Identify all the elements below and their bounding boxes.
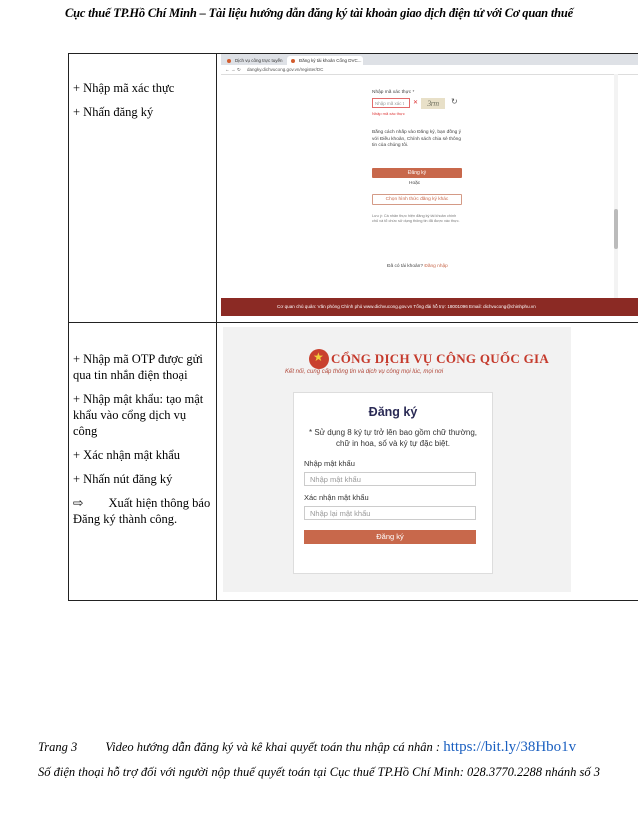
- scrollbar-thumb[interactable]: [614, 209, 618, 249]
- table-column-divider: [216, 53, 217, 601]
- portal-brand: CỔNG DỊCH VỤ CÔNG QUỐC GIA: [331, 351, 550, 366]
- confirm-password-label: Xác nhận mật khẩu: [304, 493, 369, 502]
- step-press-register: + Nhấn đăng ký: [73, 105, 154, 119]
- captcha-image: 3rm: [421, 98, 445, 109]
- card-title: Đăng ký: [368, 405, 418, 419]
- document-header: Cục thuế TP.Hồ Chí Minh – Tài liệu hướng dẫn đăng ký tài khoản giao dịch điện tử với Cơ quan thuế: [65, 6, 573, 20]
- portal-tagline: Kết nối, cung cấp thông tin và dịch vụ công mọi lúc, mọi nơi: [285, 369, 444, 375]
- national-emblem-icon: [309, 349, 329, 369]
- support-phone-text: Số điện thoại hỗ trợ đối với người nộp thuế quyết toán tại Cục thuế TP.Hồ Chí Minh: 028.3770.2288 nhánh số 3: [38, 765, 600, 779]
- row1-steps: [73, 80, 211, 128]
- step-enter-otp: + Nhập mã OTP được gửi qua tin nhắn điện thoại: [73, 352, 203, 382]
- captcha-error: Nhập mã xác thực: [372, 111, 405, 116]
- login-link[interactable]: Đăng nhập: [424, 264, 448, 269]
- scrollbar[interactable]: [614, 74, 618, 298]
- password-input[interactable]: Nhập mật khẩu: [304, 472, 476, 486]
- video-guide-link[interactable]: https://bit.ly/38Hbo1v: [443, 739, 577, 755]
- or-text: Hoặc: [409, 181, 421, 186]
- register-form: [369, 74, 469, 292]
- step-enter-password: + Nhập mật khẩu: tạo mật khẩu vào cổng dịch vụ công: [73, 392, 204, 438]
- alt-register-button[interactable]: Chọn hình thức đăng ký khác: [372, 194, 462, 205]
- password-rule-note: * Sử dụng 8 ký tự trở lên bao gồm chữ thường, chữ in hoa, số và ký tự đặc biệt.: [309, 428, 477, 448]
- site-footer: Cơ quan chủ quản: Văn phòng Chính phủ www.dichvucong.gov.vn Tổng đài hỗ trợ: 18001096 Email: dichvucong@chinhphu.vn: [221, 298, 638, 316]
- video-guide-text: Video hướng dẫn đăng ký và kê khai quyết toán thu nhập cá nhân :: [105, 740, 441, 754]
- arrow-icon: ⇨: [73, 496, 84, 510]
- browser-tab-active[interactable]: Đăng ký tài khoản Cổng DVC...: [287, 56, 363, 65]
- favicon-icon: [291, 59, 295, 63]
- confirm-password-input[interactable]: Nhập lại mật khẩu: [304, 506, 476, 520]
- table-row-divider: [68, 322, 638, 323]
- login-prompt: Đã có tài khoản? Đăng nhập: [387, 264, 448, 269]
- agreement-text: Bằng cách nhấp vào Đăng ký, bạn đồng ý với Điều khoản, Chính sách chia sẻ thông tin của chúng tôi.: [372, 130, 462, 148]
- browser-tab[interactable]: Dịch vụ công trực tuyến: [223, 56, 297, 65]
- step-enter-captcha: + Nhập mã xác thực: [73, 81, 175, 95]
- result-text: Xuất hiện thông báo Đăng ký thành công.: [73, 496, 211, 526]
- register-card: [293, 392, 493, 574]
- favicon-icon: [227, 59, 231, 63]
- row2-steps: [73, 351, 211, 535]
- register-button[interactable]: Đăng ký: [372, 168, 462, 178]
- note-text: Lưu ý: Cá nhân thực hiện đăng ký tài khoản chính chủ và tổ chức sử dụng thông tin đã được xác thực.: [372, 214, 460, 223]
- browser-tab-bar: [221, 54, 638, 65]
- reload-icon[interactable]: ↻: [237, 67, 241, 72]
- captcha-label: Nhập mã xác thực *: [372, 90, 415, 95]
- footer-line-1: [38, 739, 576, 756]
- captcha-input[interactable]: Nhập mã xác t: [372, 98, 410, 108]
- clear-icon[interactable]: ✕: [413, 100, 419, 106]
- page-number: Trang 3: [38, 740, 78, 754]
- forward-icon[interactable]: →: [231, 67, 236, 72]
- step-confirm-password: + Xác nhận mật khẩu: [73, 448, 181, 462]
- step-result: [73, 495, 211, 527]
- refresh-icon[interactable]: ↻: [451, 97, 458, 106]
- password-screenshot: [223, 327, 571, 592]
- submit-register-button[interactable]: Đăng ký: [304, 530, 476, 544]
- captcha-screenshot: [221, 54, 638, 316]
- url-text: dangky.dichvucong.gov.vn/register/DC: [247, 67, 324, 72]
- step-press-button: + Nhấn nút đăng ký: [73, 472, 173, 486]
- password-label: Nhập mật khẩu: [304, 459, 355, 468]
- back-icon[interactable]: ←: [225, 67, 230, 72]
